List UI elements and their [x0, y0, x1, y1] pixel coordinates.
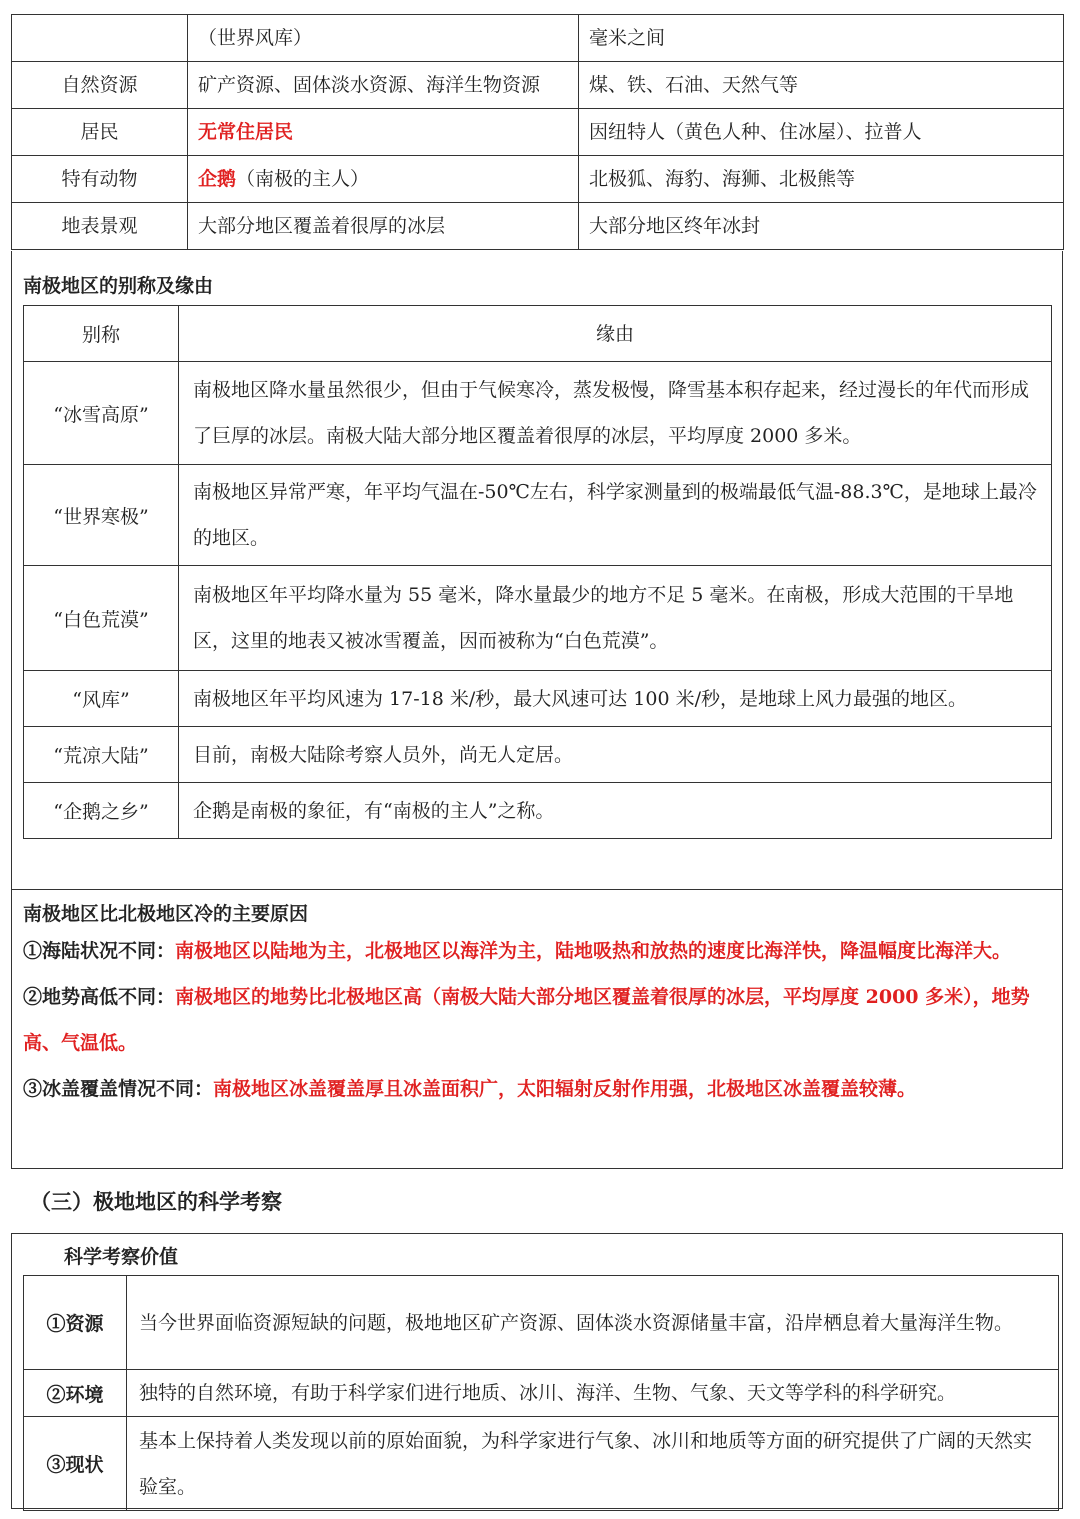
table-row — [24, 1370, 1059, 1417]
comparison-table — [11, 14, 1064, 250]
table-row — [24, 1276, 1059, 1370]
table-row — [24, 465, 1052, 566]
reasons-box — [11, 889, 1063, 1169]
arctic-cell: 大部分地区终年冰封 — [579, 203, 1064, 250]
highlight-text: 无常住居民 — [198, 120, 294, 143]
nickname: “风库” — [24, 671, 179, 727]
reason-item — [23, 974, 1051, 1066]
header-name: 别称 — [24, 306, 179, 362]
science-value-box — [11, 1233, 1063, 1509]
header-reason: 缘由 — [179, 306, 1052, 362]
arctic-cell: 因纽特人（黄色人种、住冰屋）、拉普人 — [579, 109, 1064, 156]
table-row — [24, 1417, 1059, 1511]
cell-text: （南极的主人） — [236, 167, 370, 190]
reason: 南极地区降水量虽然很少，但由于气候寒冷，蒸发极慢，降雪基本积存起来，经过漫长的年代而形成了巨厚的冰层。南极大陆大部分地区覆盖着很厚的冰层，平均厚度 2000 多米。 — [179, 362, 1052, 465]
reason-text: 南极地区冰盖覆盖厚且冰盖面积广，太阳辐射反射作用强，北极地区冰盖覆盖较薄。 — [213, 1078, 917, 1100]
value-text: 当今世界面临资源短缺的问题，极地地区矿产资源、固体淡水资源储量丰富，沿岸栖息着大量海洋生物。 — [127, 1276, 1059, 1370]
reason-label: ②地势高低不同： — [23, 986, 176, 1008]
table-row — [24, 727, 1052, 783]
table-row — [12, 62, 1064, 109]
section-title: （三）极地地区的科学考察 — [30, 1189, 282, 1214]
antarctic-cell — [188, 109, 579, 156]
nickname: “世界寒极” — [24, 465, 179, 566]
row-label: 居民 — [12, 109, 188, 156]
nicknames-table — [23, 305, 1052, 839]
value-label: ③现状 — [24, 1417, 127, 1511]
reason-label: ①海陆状况不同： — [23, 940, 176, 962]
table-row — [24, 671, 1052, 727]
value-text: 独特的自然环境，有助于科学家们进行地质、冰川、海洋、生物、气象、天文等学科的科学研究。 — [127, 1370, 1059, 1417]
table-row — [24, 566, 1052, 671]
antarctic-cell: （世界风库） — [188, 15, 579, 62]
reason-item — [23, 928, 1051, 974]
nickname: “企鹅之乡” — [24, 783, 179, 839]
arctic-cell: 煤、铁、石油、天然气等 — [579, 62, 1064, 109]
value-label: ①资源 — [24, 1276, 127, 1370]
antarctic-cell — [188, 156, 579, 203]
section-heading: 科学考察价值 — [64, 1246, 179, 1268]
table-row — [24, 783, 1052, 839]
table-header-row — [24, 306, 1052, 362]
value-text: 基本上保持着人类发现以前的原始面貌，为科学家进行气象、冰川和地质等方面的研究提供了广阔的天然实验室。 — [127, 1417, 1059, 1511]
reason: 南极地区年平均降水量为 55 毫米，降水量最少的地方不足 5 毫米。在南极，形成大范围的干旱地区，这里的地表又被冰雪覆盖，因而被称为“白色荒漠”。 — [179, 566, 1052, 671]
nickname: “白色荒漠” — [24, 566, 179, 671]
reason-label: ③冰盖覆盖情况不同： — [23, 1078, 214, 1100]
arctic-cell: 北极狐、海豹、海狮、北极熊等 — [579, 156, 1064, 203]
table-row — [12, 109, 1064, 156]
row-label — [12, 15, 188, 62]
science-value-table — [23, 1275, 1059, 1511]
value-label: ②环境 — [24, 1370, 127, 1417]
reason-text: 南极地区以陆地为主，北极地区以海洋为主，陆地吸热和放热的速度比海洋快，降温幅度比海洋大。 — [175, 940, 1012, 962]
antarctic-cell: 大部分地区覆盖着很厚的冰层 — [188, 203, 579, 250]
row-label: 自然资源 — [12, 62, 188, 109]
nickname: “冰雪高原” — [24, 362, 179, 465]
reason: 目前，南极大陆除考察人员外，尚无人定居。 — [179, 727, 1052, 783]
row-label: 特有动物 — [12, 156, 188, 203]
row-label: 地表景观 — [12, 203, 188, 250]
reason-text: 南极地区的地势比北极地区高（南极大陆大部分地区覆盖着很厚的冰层，平均厚度 2000 多米），地势高、气温低。 — [23, 986, 1030, 1054]
nickname: “荒凉大陆” — [24, 727, 179, 783]
reason: 南极地区异常严寒，年平均气温在-50℃左右，科学家测量到的极端最低气温-88.3℃，是地球上最冷的地区。 — [179, 465, 1052, 566]
arctic-cell: 毫米之间 — [579, 15, 1064, 62]
table-row — [24, 362, 1052, 465]
reason: 南极地区年平均风速为 17-18 米/秒，最大风速可达 100 米/秒，是地球上风力最强的地区。 — [179, 671, 1052, 727]
table-row — [12, 203, 1064, 250]
table-row — [12, 156, 1064, 203]
table-row — [12, 15, 1064, 62]
section-heading: 南极地区比北极地区冷的主要原因 — [23, 903, 309, 925]
reason-item — [23, 1066, 1051, 1112]
highlight-text: 企鹅 — [198, 167, 237, 190]
nicknames-box — [11, 251, 1063, 890]
section-heading: 南极地区的别称及缘由 — [23, 275, 214, 297]
reason: 企鹅是南极的象征，有“南极的主人”之称。 — [179, 783, 1052, 839]
antarctic-cell: 矿产资源、固体淡水资源、海洋生物资源 — [188, 62, 579, 109]
